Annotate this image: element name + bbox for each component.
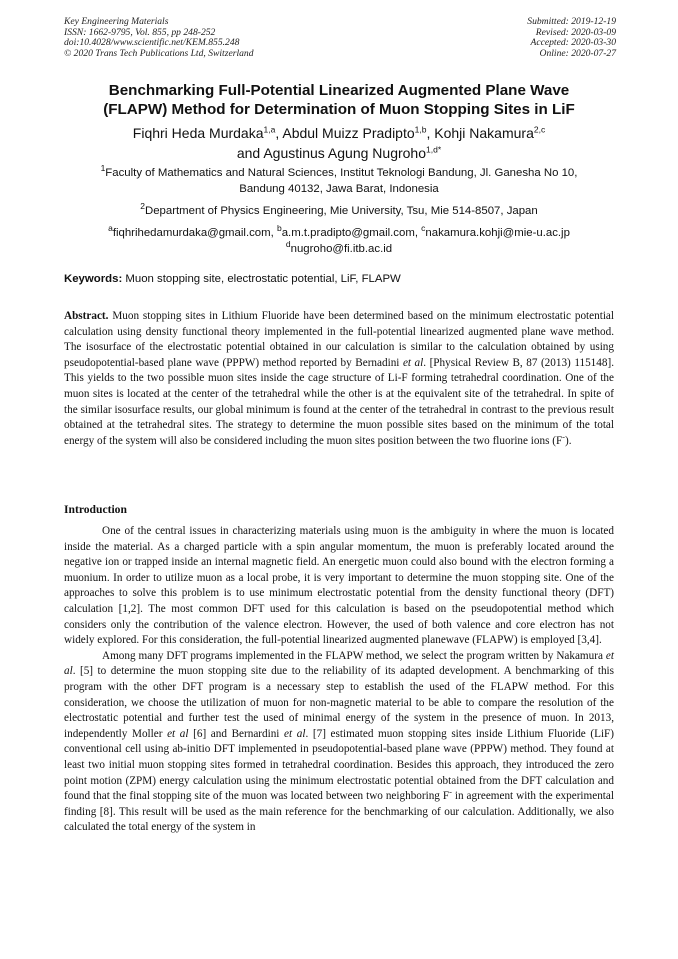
copyright: © 2020 Trans Tech Publications Ltd, Switzerland (64, 47, 254, 59)
author-list (40, 123, 638, 163)
email-link[interactable]: fiqhrihedamurdaka@gmail.com, (112, 227, 277, 239)
keywords-label: Keywords: (64, 273, 123, 285)
email-link[interactable]: nakamura.kohji@mie-u.ac.jp (425, 227, 570, 239)
author-name: Fiqhri Heda Murdaka (132, 125, 264, 141)
introduction-body (64, 524, 614, 836)
affiliation-mark: 1 (100, 163, 106, 174)
et-al: et al (167, 727, 189, 740)
journal-info (64, 17, 254, 59)
author-emails (50, 223, 628, 257)
keywords (64, 273, 401, 285)
fluorine-charge: - (449, 786, 452, 797)
email-mark: b (276, 223, 282, 234)
authors-line-1: Fiqhri Heda Murdaka$^{1,a}$, Abdul Muizz Pradipto$^{1,b}$, Kohji Nakamura$^{2,c}$ (132, 124, 546, 141)
emails-line-2 (50, 238, 628, 258)
abstract-text: . [Physical Review B, 87 (2013) 115148]. This yields to the two possible muon sites inside the cage structure of Li-F forming tetrahedral coordination. One of the muon sites is located at the center of the tetrahedral while the other is at the equivalent site of the tetrahedral. In spite of the similar isosurface results, our global minimum is found at the center of the tetrahedral in contrast to the previous result obtained at the tetrahedral sites. The strategy to determine the muon possible sites based on the minimum of the total energy of the system will also be considered including the muon sites position between the two fluorine ions (F (64, 356, 614, 447)
email-mark: c (421, 223, 426, 234)
author-affiliation-mark: 2,c (533, 124, 546, 135)
et-al: et al (284, 727, 306, 740)
issn: ISSN: 1662-9795, Vol. 855, pp 248-252 (64, 26, 216, 38)
abstract-label: Abstract. (64, 310, 109, 322)
fluorine-charge: - (562, 431, 566, 442)
title-line-2: (FLAPW) Method for Determination of Muon Stopping Sites in LiF (103, 101, 575, 118)
affiliation-1-line-2: Bandung 40132, Jawa Barat, Indonesia (239, 182, 439, 195)
email-link[interactable]: nugroho@fi.itb.ac.id (290, 242, 393, 255)
author-affiliation-mark: 1,b (414, 124, 427, 135)
affiliation-2 (50, 201, 628, 220)
revised-date: Revised: 2020-03-09 (535, 26, 616, 38)
keywords-text: Muon stopping site, electrostatic potential, LiF, FLAPW (122, 273, 401, 285)
abstract-text: ). (565, 434, 572, 447)
emails-line-1 (50, 223, 628, 242)
author-name: Agustinus Agung Nugroho (263, 145, 427, 161)
affiliation-1-line-1 (50, 163, 628, 182)
journal-name: Key Engineering Materials (64, 16, 169, 27)
affiliation-1 (50, 163, 628, 197)
paragraph: One of the central issues in characterizing materials using muon is the ambiguity in where the muon is located inside the material. As a charged particle with a spin angular momentum, the muon is preferably located around the negative ion or trapped inside an internal magnetic field. An energetic muon could also bound with the electron forming a muonium. In order to utilize muon as a local probe, it is very important to determine the muon stopping site. One of the approaches to solve this problem is to use minimum electrostatic potential from the density functional theory (DFT) calculation [1,2]. The most common DFT used for this calculation is based on the pseudopotential method which considers only the contribution of the valence electron. However, the used of both valence and core electron has not widely explored. For this consideration, the full-potential linearized augmented planewave (FLAPW) is employed [3,4]. (64, 525, 614, 647)
submitted-date: Submitted: 2019-12-19 (527, 16, 616, 27)
email-mark: d (285, 238, 291, 249)
email-mark: a (108, 223, 113, 234)
author-name: Abdul Muizz Pradipto (282, 125, 415, 141)
online-date: Online: 2020-07-27 (539, 47, 616, 59)
author-conjunction: and (236, 145, 264, 161)
paragraph-text: [6] and Bernardini (188, 727, 285, 740)
section-heading-introduction: Introduction (64, 503, 127, 516)
author-affiliation-mark: 1,a (263, 124, 276, 135)
affiliation-text: Faculty of Mathematics and Natural Sciences, Institut Teknologi Bandung, Jl. Ganesha No 10, (105, 167, 578, 179)
abstract (64, 309, 614, 449)
affiliation-text: Department of Physics Engineering, Mie University, Tsu, Mie 514-8507, Japan (144, 205, 538, 217)
paragraph-text: in agreement with the experimental finding [8]. This result will be used as the main reference for the benchmarking of our calculation. Additionally, we also calculated the total energy of the system in (64, 790, 614, 834)
authors-line-2 (40, 143, 638, 163)
publication-dates (527, 17, 616, 59)
author-name: Kohji Nakamura (434, 125, 534, 141)
paragraph-text: Among many DFT programs implemented in the FLAPW method, we select the program written by Nakamura (102, 649, 606, 662)
paragraph (64, 649, 614, 836)
doi: doi:10.4028/www.scientific.net/KEM.855.248 (64, 37, 240, 49)
paragraph-text: . [5] to determine the muon stopping site due to the reliability of its adapted development. A benchmarking of this program with the other DFT program is a necessary step to establish the used of the FLAPW method. For this consideration, we choose the utilization of muon for non-magnetic material to be able to compare the resolution of the electrostatic potential and further test the used of minimal energy of the system in the presence of muon. In 2013, independently Moller (64, 665, 614, 740)
title-line-1: Benchmarking Full-Potential Linearized Augmented Plane Wave (108, 82, 570, 99)
et-al: et al (64, 649, 614, 678)
paragraph-text: . [7] estimated muon stopping sites inside Lithium Fluoride (LiF) conventional cell using ab-initio DFT implemented in pseudopotential-based plane wave (PPPW) method. They found at least two initial muon stopping sites formed in tetrahedral coordination. Besides this approach, they introduced the zero point motion (ZPM) energy calculation using the minimum electrostatic potential obtained from the DFT calculation and found that the final stopping site of the muon was located between two neighboring F (64, 727, 615, 803)
accepted-date: Accepted: 2020-03-30 (530, 37, 616, 49)
email-link[interactable]: a.m.t.pradipto@gmail.com, (281, 227, 422, 239)
abstract-text: Muon stopping sites in Lithium Fluoride have been determined based on the minimum electrostatic potential calculation using density functional theory implemented in the full-potential linearized augmented plane wave method. The isosurface of the electrostatic potential obtained in our calculation is similar to the calculation obtained by using pseudopotential-based plane wave (PPPW) method reported by Bernadini (64, 310, 614, 369)
paper-title (40, 81, 638, 119)
affiliation-mark: 2 (140, 201, 145, 212)
author-affiliation-mark: 1,d* (426, 144, 442, 155)
et-al: et al (402, 356, 424, 369)
